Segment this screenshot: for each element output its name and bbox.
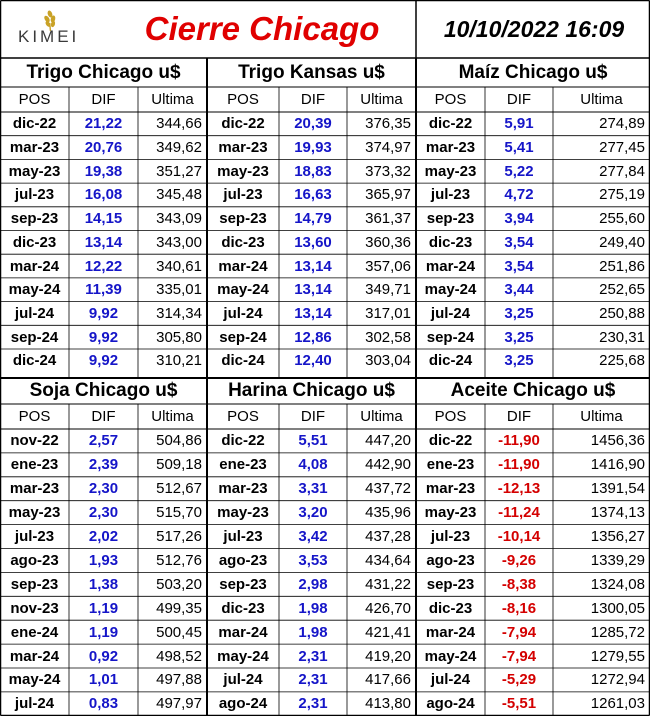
cell-pos: mar-23	[425, 480, 476, 498]
cell-dif: 3,44	[504, 281, 534, 299]
cell-dif: 1,98	[298, 623, 328, 641]
column-header-dif: DIF	[300, 408, 326, 425]
cell-ultima: 434,64	[365, 551, 411, 569]
cell-ultima: 343,00	[156, 233, 202, 251]
cell-ultima: 302,58	[365, 328, 411, 346]
cell-pos: dic-24	[221, 352, 265, 370]
section-title: Trigo Kansas u$	[238, 61, 385, 83]
cell-ultima: 376,35	[365, 115, 411, 133]
cell-pos: may-24	[424, 647, 477, 665]
cell-ultima: 225,68	[599, 352, 645, 370]
cell-ultima: 499,35	[156, 599, 202, 617]
cell-dif: 3,25	[504, 352, 534, 370]
column-header-dif: DIF	[506, 408, 532, 425]
cell-dif: 3,94	[504, 210, 534, 228]
cell-dif: 16,08	[84, 186, 123, 204]
cell-pos: sep-24	[219, 328, 267, 346]
column-header-ultima: Ultima	[151, 408, 194, 425]
cell-ultima: 500,45	[156, 623, 202, 641]
cell-dif: 13,60	[294, 233, 332, 251]
cell-dif: 1,01	[88, 671, 119, 689]
cell-pos: dic-23	[12, 233, 57, 251]
section-title: Soja Chicago u$	[29, 380, 178, 401]
cell-pos: may-24	[217, 647, 269, 665]
report-datetime: 10/10/2022 16:09	[443, 15, 625, 42]
section-title: Harina Chicago u$	[228, 380, 395, 401]
cell-pos: dic-23	[428, 233, 473, 251]
cell-pos: ago-24	[218, 695, 268, 713]
column-header-pos: POS	[227, 408, 259, 425]
cell-dif: 1,19	[88, 599, 119, 617]
cell-pos: mar-23	[218, 480, 268, 498]
cell-pos: dic-22	[221, 432, 265, 450]
cell-pos: mar-24	[9, 647, 60, 665]
cell-ultima: 349,62	[156, 139, 202, 157]
cell-ultima: 274,89	[599, 115, 645, 133]
cell-ultima: 435,96	[365, 504, 411, 522]
cell-pos: jul-23	[14, 528, 55, 546]
cell-pos: may-24	[8, 281, 61, 299]
cell-dif: -10,14	[497, 528, 541, 546]
cell-pos: dic-23	[428, 599, 473, 617]
cell-ultima: 498,52	[156, 647, 202, 665]
cell-ultima: 1374,13	[590, 504, 645, 522]
cell-dif: 1,93	[88, 551, 119, 569]
cell-ultima: 442,90	[365, 456, 411, 474]
cell-pos: jul-23	[223, 186, 263, 204]
cell-dif: 0,92	[88, 647, 119, 665]
cell-dif: -12,13	[497, 480, 541, 498]
cell-ultima: 1391,54	[590, 480, 645, 498]
cell-dif: 3,25	[504, 304, 534, 322]
cell-pos: mar-24	[218, 623, 268, 641]
cell-ultima: 357,06	[365, 257, 411, 275]
cell-pos: may-24	[424, 281, 477, 299]
cell-dif: 13,14	[294, 257, 332, 275]
cell-ultima: 255,60	[599, 210, 645, 228]
cell-ultima: 250,88	[599, 304, 645, 322]
cell-dif: 4,72	[504, 186, 534, 204]
cell-ultima: 1285,72	[590, 623, 645, 641]
cell-ultima: 1339,29	[590, 551, 645, 569]
cell-ultima: 251,86	[599, 257, 645, 275]
cell-dif: 5,51	[298, 432, 328, 450]
cell-dif: 11,39	[85, 281, 122, 299]
cell-dif: 5,22	[504, 162, 534, 180]
cell-ultima: 417,66	[365, 671, 411, 689]
cell-dif: 18,83	[294, 162, 332, 180]
cell-dif: -7,94	[501, 647, 537, 665]
cell-pos: dic-22	[221, 115, 265, 133]
cell-pos: sep-23	[219, 575, 267, 593]
cell-dif: -11,90	[498, 432, 540, 450]
cell-ultima: 426,70	[365, 599, 411, 617]
cell-pos: mar-24	[218, 257, 268, 275]
cell-pos: may-23	[8, 504, 61, 522]
cell-pos: may-23	[217, 504, 269, 522]
cell-ultima: 335,01	[156, 281, 202, 299]
cell-dif: -9,26	[501, 551, 537, 569]
cell-pos: dic-22	[428, 115, 473, 133]
cell-ultima: 373,32	[365, 162, 411, 180]
cell-pos: ene-23	[10, 456, 59, 474]
cell-pos: jul-24	[223, 671, 263, 689]
cell-ultima: 303,04	[365, 352, 411, 370]
cell-dif: 2,31	[298, 647, 328, 665]
cell-dif: 2,39	[88, 456, 119, 474]
cell-ultima: 447,20	[365, 432, 411, 450]
cell-dif: 21,22	[84, 115, 123, 133]
cell-ultima: 1456,36	[590, 432, 645, 450]
cell-pos: dic-22	[12, 115, 57, 133]
cell-dif: -8,38	[501, 575, 537, 593]
cell-ultima: 343,09	[156, 210, 202, 228]
cell-dif: -5,51	[501, 695, 537, 713]
cell-dif: 12,86	[294, 328, 332, 346]
cell-pos: mar-23	[9, 480, 60, 498]
cell-pos: ago-23	[426, 551, 475, 569]
cell-pos: jul-23	[430, 186, 471, 204]
cell-dif: 2,31	[298, 671, 328, 689]
cell-ultima: 1300,05	[590, 599, 645, 617]
cell-dif: 3,42	[298, 528, 328, 546]
cell-dif: 3,53	[298, 551, 328, 569]
cell-dif: 4,08	[298, 456, 328, 474]
section-title: Trigo Chicago u$	[26, 61, 181, 83]
cell-dif: 13,14	[294, 304, 332, 322]
cell-dif: 2,02	[88, 528, 119, 546]
column-header-dif: DIF	[506, 91, 532, 108]
cell-pos: may-24	[8, 671, 61, 689]
cell-ultima: 515,70	[156, 504, 202, 522]
cell-dif: 14,15	[84, 210, 123, 228]
cell-ultima: 1356,27	[590, 528, 645, 546]
cell-dif: 9,92	[88, 352, 119, 370]
cell-pos: jul-23	[14, 186, 55, 204]
cell-pos: jul-24	[14, 304, 55, 322]
cell-ultima: 349,71	[365, 281, 411, 299]
cell-ultima: 512,76	[156, 551, 202, 569]
column-header-dif: DIF	[91, 91, 116, 108]
cell-ultima: 310,21	[156, 352, 202, 370]
cell-pos: jul-24	[430, 671, 471, 689]
column-header-ultima: Ultima	[360, 408, 403, 425]
cell-ultima: 503,20	[156, 575, 202, 593]
cell-dif: 2,30	[88, 504, 119, 522]
column-header-ultima: Ultima	[360, 91, 403, 108]
cell-pos: may-23	[424, 162, 477, 180]
cell-pos: sep-24	[426, 328, 475, 346]
cell-ultima: 314,34	[156, 304, 202, 322]
cell-pos: dic-22	[428, 432, 473, 450]
cell-pos: jul-24	[430, 304, 471, 322]
cell-pos: mar-24	[425, 257, 476, 275]
cell-dif: 20,76	[84, 139, 123, 157]
column-header-pos: POS	[227, 91, 259, 108]
column-header-pos: POS	[434, 91, 467, 108]
cell-dif: 0,83	[88, 695, 119, 713]
logo-text: KIMEI	[18, 27, 80, 46]
cell-ultima: 249,40	[599, 233, 645, 251]
cell-pos: dic-24	[12, 352, 57, 370]
cell-ultima: 277,84	[599, 162, 645, 180]
cell-ultima: 1279,55	[590, 647, 645, 665]
column-header-ultima: Ultima	[580, 408, 623, 425]
cell-ultima: 360,36	[365, 233, 411, 251]
cell-ultima: 509,18	[156, 456, 202, 474]
column-header-pos: POS	[434, 408, 467, 425]
cell-ultima: 512,67	[156, 480, 202, 498]
cell-dif: 13,14	[294, 281, 332, 299]
cell-pos: mar-23	[9, 139, 60, 157]
cell-dif: 2,98	[298, 575, 328, 593]
cell-dif: -8,16	[501, 599, 537, 617]
cell-pos: jul-24	[223, 304, 263, 322]
cell-dif: 9,92	[88, 304, 119, 322]
cell-dif: 3,25	[504, 328, 534, 346]
cell-pos: sep-23	[426, 575, 475, 593]
cell-dif: 9,92	[88, 328, 119, 346]
cell-ultima: 277,45	[599, 139, 645, 157]
cell-pos: sep-23	[426, 210, 475, 228]
cell-pos: dic-24	[428, 352, 473, 370]
cell-ultima: 252,65	[599, 281, 645, 299]
cell-dif: 5,41	[504, 139, 534, 157]
cell-dif: -11,90	[498, 456, 540, 474]
cell-dif: 19,93	[294, 139, 332, 157]
section-title: Maíz Chicago u$	[458, 61, 608, 83]
cell-dif: 3,20	[298, 504, 328, 522]
cell-ultima: 504,86	[156, 432, 202, 450]
column-header-dif: DIF	[300, 91, 326, 108]
cell-pos: ago-23	[10, 551, 59, 569]
cell-pos: dic-23	[221, 233, 265, 251]
cell-pos: mar-23	[218, 139, 268, 157]
cell-pos: ene-23	[426, 456, 475, 474]
cell-dif: 5,91	[504, 115, 534, 133]
cell-ultima: 419,20	[365, 647, 411, 665]
page-title: Cierre Chicago	[144, 10, 380, 47]
cell-dif: 3,31	[298, 480, 328, 498]
cell-dif: 20,39	[294, 115, 332, 133]
cell-dif: 13,14	[84, 233, 123, 251]
column-header-ultima: Ultima	[580, 91, 623, 108]
cell-dif: 16,63	[294, 186, 332, 204]
cell-dif: 1,38	[88, 575, 119, 593]
cell-dif: -11,24	[498, 504, 540, 522]
cell-dif: 14,79	[294, 210, 332, 228]
cell-dif: 1,19	[88, 623, 119, 641]
column-header-ultima: Ultima	[151, 91, 194, 108]
cell-ultima: 317,01	[365, 304, 411, 322]
cell-dif: -7,94	[501, 623, 537, 641]
column-header-pos: POS	[18, 408, 51, 425]
cell-pos: jul-24	[14, 695, 55, 713]
cell-dif: 12,40	[294, 352, 332, 370]
cell-ultima: 351,27	[156, 162, 202, 180]
cell-dif: 3,54	[504, 257, 534, 275]
cell-ultima: 431,22	[365, 575, 411, 593]
cell-dif: 2,30	[88, 480, 119, 498]
cell-pos: nov-22	[10, 432, 59, 450]
cell-ultima: 1261,03	[590, 695, 645, 713]
cell-dif: 12,22	[84, 257, 123, 275]
cell-ultima: 1272,94	[590, 671, 645, 689]
cell-pos: nov-23	[10, 599, 59, 617]
cell-ultima: 413,80	[365, 695, 411, 713]
cell-dif: 2,57	[88, 432, 119, 450]
cell-pos: ene-23	[219, 456, 267, 474]
cell-pos: mar-23	[425, 139, 476, 157]
cell-pos: dic-23	[221, 599, 265, 617]
section-title: Aceite Chicago u$	[450, 380, 616, 401]
cell-dif: 3,54	[504, 233, 534, 251]
cell-pos: may-23	[8, 162, 61, 180]
cell-pos: jul-23	[223, 528, 263, 546]
cell-ultima: 497,97	[156, 695, 202, 713]
column-header-dif: DIF	[91, 408, 116, 425]
cell-ultima: 497,88	[156, 671, 202, 689]
cell-ultima: 437,28	[365, 528, 411, 546]
cell-ultima: 361,37	[365, 210, 411, 228]
cell-ultima: 1324,08	[590, 575, 645, 593]
cell-pos: sep-23	[10, 210, 59, 228]
cell-pos: may-23	[424, 504, 477, 522]
cell-ultima: 340,61	[156, 257, 202, 275]
cell-pos: ene-24	[10, 623, 59, 641]
cell-ultima: 230,31	[599, 328, 645, 346]
cell-ultima: 345,48	[156, 186, 202, 204]
cell-dif: 1,98	[298, 599, 328, 617]
cell-dif: -5,29	[501, 671, 537, 689]
cell-ultima: 517,26	[156, 528, 202, 546]
cell-pos: may-23	[217, 162, 269, 180]
cell-ultima: 305,80	[156, 328, 202, 346]
cell-ultima: 344,66	[156, 115, 202, 133]
cell-pos: ago-24	[426, 695, 475, 713]
cell-pos: sep-24	[10, 328, 59, 346]
cell-dif: 2,31	[298, 695, 328, 713]
cell-dif: 19,38	[84, 162, 123, 180]
cell-ultima: 374,97	[365, 139, 411, 157]
cell-pos: may-24	[217, 281, 269, 299]
cell-ultima: 437,72	[365, 480, 411, 498]
cell-pos: ago-23	[218, 551, 268, 569]
cell-pos: sep-23	[219, 210, 267, 228]
cell-ultima: 421,41	[365, 623, 411, 641]
column-header-pos: POS	[18, 91, 51, 108]
cell-ultima: 1416,90	[590, 456, 645, 474]
cell-pos: jul-23	[430, 528, 471, 546]
cell-ultima: 275,19	[599, 186, 645, 204]
cell-pos: mar-24	[425, 623, 476, 641]
cell-pos: mar-24	[9, 257, 60, 275]
cell-pos: sep-23	[10, 575, 59, 593]
cell-ultima: 365,97	[365, 186, 411, 204]
